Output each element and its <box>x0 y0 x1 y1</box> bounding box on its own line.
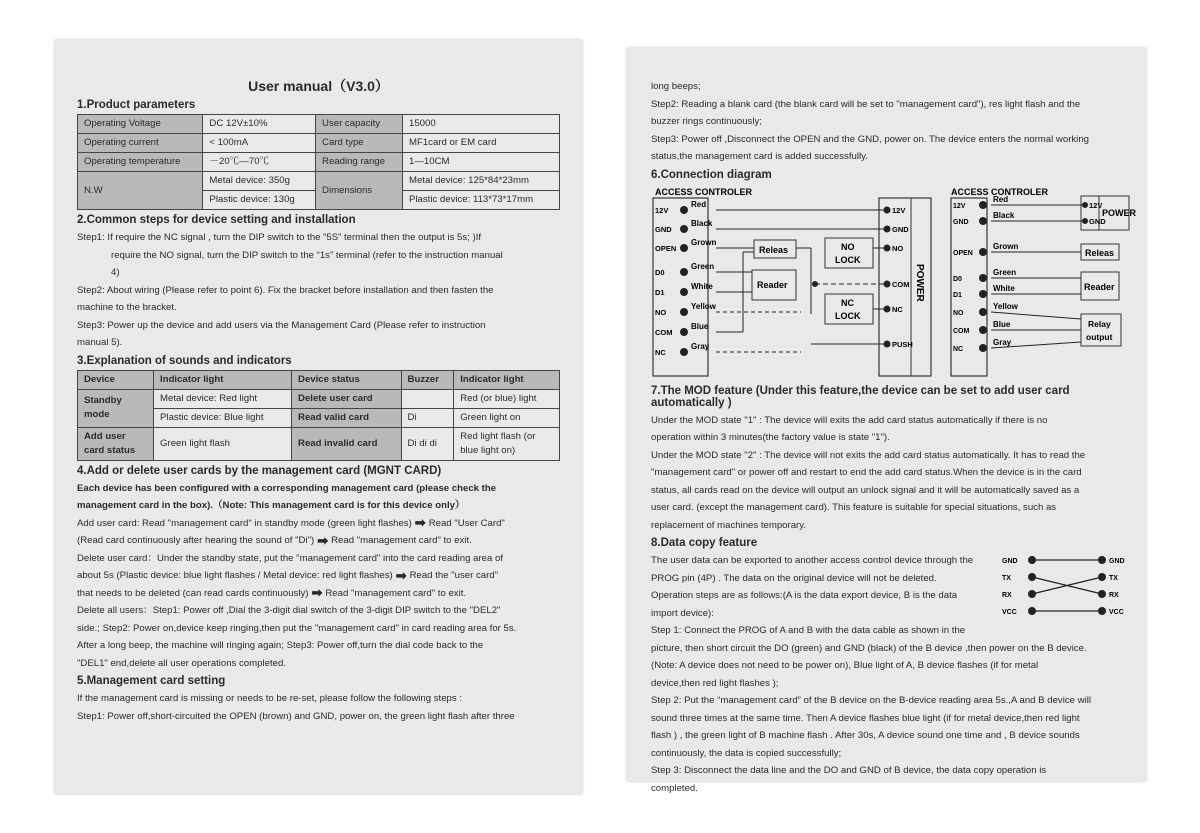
terminal-label: COM <box>655 327 673 337</box>
table-cell: Red (or blue) light <box>454 389 560 408</box>
paragraph-line: Delete user card：Under the standby state, put the "management card" into the card reading area of <box>77 552 503 564</box>
section-management-card-setting: 5.Management card setting <box>77 675 226 687</box>
paragraph-line: After a long beep, the machine will ringing again; Step3: Power off,turn the dial code back to the <box>77 640 484 651</box>
wire-color-label: Red <box>993 194 1009 204</box>
param-value: DC 12V±10% <box>203 115 316 134</box>
cell-line: blue light on) <box>460 444 516 456</box>
terminal-dot <box>1082 202 1088 208</box>
text-span: about 5s (Plastic device: blue light flashes / Metal device: red light flashes) <box>77 570 393 581</box>
wire-color-label: Green <box>993 267 1017 277</box>
terminal-dot <box>680 225 688 233</box>
cell-line: card status <box>84 444 136 456</box>
manual-page-left <box>55 40 582 794</box>
table-row <box>78 172 560 191</box>
paragraph-line: 4) <box>111 267 120 278</box>
nc-lock-label: NC <box>841 297 854 308</box>
power-label: POWER <box>1102 207 1137 218</box>
table-cell: Di <box>401 408 454 427</box>
terminal-label: D0 <box>655 267 665 277</box>
paragraph-line: status,the management card is added successfully. <box>651 151 868 162</box>
table-row <box>78 134 560 153</box>
wire-color-label: Blue <box>993 319 1011 329</box>
nc-lock-label: LOCK <box>835 310 861 321</box>
relay-label: Relay <box>1088 318 1111 329</box>
power-terminal-group <box>884 206 913 349</box>
paragraph-line <box>77 532 560 550</box>
terminal-label: NO <box>655 307 667 317</box>
releas-label: Releas <box>1085 247 1115 258</box>
paragraph-line: completed. <box>651 782 698 794</box>
paragraph-line: Operation steps are as follows:(A is the data export device, B is the data <box>651 590 958 601</box>
section-sounds-indicators: 3.Explanation of sounds and indicators <box>77 354 292 367</box>
wire-color-label: Red <box>691 199 707 209</box>
pin-label: VCC <box>1109 609 1124 616</box>
data-copy-diagram <box>1002 552 1132 624</box>
reader-label: Reader <box>1084 281 1115 292</box>
paragraph-line: sound three times at the same time. Then A device flashes blue light (if for metal device,then red light <box>651 712 1080 724</box>
data-cable <box>1032 560 1102 611</box>
reader-label: Reader <box>757 279 788 290</box>
paragraph-line: import device): <box>651 607 714 619</box>
terminal-dot <box>979 274 987 282</box>
wire-color-label: Green <box>691 261 715 271</box>
param-value: Plastic device: 130g <box>203 191 316 210</box>
power-terminal-label: 12V <box>892 205 906 215</box>
paragraph-line: Step 2: Put the “management card” of the B device on the B-device reading area 5s.,A and B device will <box>651 695 1091 706</box>
table-header: Device status <box>292 370 402 389</box>
section-connection-diagram: 6.Connection diagram <box>651 168 772 181</box>
wire-color-label: Blue <box>691 321 709 331</box>
terminal-dot <box>979 201 987 209</box>
wire-color-label: Yellow <box>993 301 1018 311</box>
no-lock-label: LOCK <box>835 254 861 265</box>
paragraph-line: If the management card is missing or needs to be re-set, please follow the following steps : <box>77 693 463 704</box>
paragraph-line <box>77 585 560 603</box>
table-row <box>78 389 560 408</box>
param-value: Metal device: 125*84*23mm <box>402 172 559 191</box>
wire-color-label: Black <box>993 210 1015 220</box>
param-label: User capacity <box>316 115 403 134</box>
section-mod-feature: 7.The MOD feature (Under this feature,the device can be set to add user card automatically ) <box>651 384 1070 409</box>
text-span: Read "management card" to exit. <box>331 535 472 546</box>
power-terminal-label: 12V <box>1089 200 1103 210</box>
paragraph-line: side.; Step2: Power on,device keep ringing,then put the "management card" in card reading area for 5s. <box>77 622 517 634</box>
paragraph-line: management card in the box).（Note: This management card is for this device only） <box>77 500 465 511</box>
paragraph-line: Step3: Power off ,Disconnect the OPEN and the GND, power on. The device enters the normal working <box>651 133 1089 145</box>
power-terminal-label: COM <box>892 279 910 289</box>
cell-line: Standby <box>84 395 122 406</box>
paragraph-line: operation within 3 minutes(the factory value is state "1"). <box>651 432 890 443</box>
paragraph-line: manual 5). <box>77 337 123 348</box>
paragraph-line: picture, then short circuit the DO (green) and GND (black) of the B device ,then power on the B device. <box>651 642 1087 654</box>
table-cell: Read valid card <box>292 408 402 427</box>
text-span: Read the "user card" <box>409 570 499 581</box>
paragraph-line: status, all cards read on the device will output an unlock signal and it will be automatically saved as a <box>651 484 1080 496</box>
param-label: Operating Voltage <box>78 115 203 134</box>
paragraph-line: replacement of machines temporary. <box>651 519 806 531</box>
terminal-dot <box>979 326 987 334</box>
terminal-label: D1 <box>953 291 962 299</box>
table-cell <box>454 427 560 460</box>
param-value: 1—10CM <box>402 153 559 172</box>
terminal-group <box>953 195 1019 353</box>
terminal-dot <box>680 288 688 296</box>
wiring <box>716 210 885 352</box>
connection-diagram <box>651 184 1137 382</box>
table-cell: Green light on <box>454 408 560 427</box>
paragraph-line: Step1: Power off,short-circuited the OPEN (brown) and GND, power on, the green light flash after three <box>77 710 515 722</box>
table-cell: Delete user card <box>292 389 402 408</box>
table-cell: Di di di <box>401 427 454 460</box>
paragraph-line: Each device has been configured with a corresponding management card (please check the <box>77 482 497 494</box>
terminal-label: OPEN <box>953 249 973 257</box>
paragraph-line: (Note: A device does not need to be power on), Blue light of A, B device flashes (if for metal <box>651 660 1039 671</box>
manual-title: User manual（V3.0） <box>248 78 389 94</box>
text-span: Add user card: Read "management card" in standby mode (green light flashes) <box>77 517 412 529</box>
paragraph-line: Under the MOD state "2" : The device will not exits the add card status automatically. It has to read the <box>651 449 1086 461</box>
table-header: Device <box>78 370 154 389</box>
terminal-label: D0 <box>953 275 962 283</box>
arrow-right-icon: ➡ <box>395 567 407 583</box>
param-value: Plastic device: 113*73*17mm <box>402 191 559 210</box>
param-value: MF1card or EM card <box>402 134 559 153</box>
wire-color-label: Grown <box>691 237 717 247</box>
param-value: －20℃—70℃ <box>203 153 316 172</box>
terminal-dot <box>1082 218 1088 224</box>
pin-label: GND <box>1002 558 1018 565</box>
paragraph-line: "management card" or power off and restart to end the add card status.When the device is in the card <box>651 467 1082 478</box>
power-terminal-label: GND <box>1089 216 1106 226</box>
terminal-label: GND <box>655 224 672 234</box>
terminal-dot <box>680 348 688 356</box>
table-cell: Green light flash <box>154 427 292 460</box>
terminal-label: 12V <box>655 205 669 215</box>
param-value: Metal device: 350g <box>203 172 316 191</box>
no-lock-label: NO <box>841 241 855 252</box>
text-span: Read "management card" to exit. <box>325 587 467 599</box>
paragraph-line: Step3: Power up the device and add users via the Management Card (Please refer to instruction <box>77 319 486 331</box>
pin-label: TX <box>1109 575 1118 582</box>
wire-color-label: Yellow <box>691 301 716 311</box>
param-value: 15000 <box>402 115 559 134</box>
param-label: Operating temperature <box>78 153 203 172</box>
product-parameters-table <box>77 114 560 210</box>
terminal-dot <box>979 308 987 316</box>
param-label: Card type <box>316 134 403 153</box>
wire-color-label: White <box>993 283 1015 293</box>
terminal-dot <box>680 268 688 276</box>
terminal-dot <box>884 280 891 287</box>
table-header: Indicator light <box>454 370 560 389</box>
power-terminal-label: NO <box>892 243 904 253</box>
paragraph-line: Step2: About wiring (Please refer to point 6). Fix the bracket before installation and then fasten the <box>77 284 494 296</box>
param-label: Operating current <box>78 134 203 153</box>
table-cell: Metal device: Red light <box>154 389 292 408</box>
arrow-right-icon: ➡ <box>317 532 329 548</box>
table-row <box>78 153 560 172</box>
sounds-indicators-table <box>77 370 560 461</box>
paragraph-line: require the NO signal, turn the DIP switch to the “1s” terminal (refer to the instruction manual <box>111 249 503 261</box>
paragraph-line: long beeps; <box>651 81 701 92</box>
pin-label: RX <box>1109 592 1119 599</box>
table-row <box>78 370 560 389</box>
param-value: < 100mA <box>203 134 316 153</box>
table-cell <box>401 389 454 408</box>
table-row <box>78 427 560 460</box>
paragraph-line: Step 3: Disconnect the data line and the DO and GND of B device, the data copy operation is <box>651 765 1047 776</box>
paragraph-line: machine to the bracket. <box>77 302 177 313</box>
power-terminal-label: PUSH <box>892 339 913 349</box>
terminal-label: NC <box>655 347 666 357</box>
paragraph-line: continuously, the data is copied successfully; <box>651 747 842 759</box>
terminal-dot <box>680 328 688 336</box>
table-cell: Read invalid card <box>292 427 402 460</box>
pin-label: GND <box>1109 558 1125 565</box>
table-cell <box>78 427 154 460</box>
pin-label: RX <box>1002 592 1012 599</box>
manual-page-right <box>627 48 1146 794</box>
terminal-dot <box>680 308 688 316</box>
wire-color-label: Gray <box>993 337 1012 347</box>
cell-line: Add user <box>84 430 126 442</box>
table-cell <box>78 389 154 427</box>
arrow-right-icon: ➡ <box>311 585 323 601</box>
pin-label: TX <box>1002 575 1011 582</box>
wire-color-label: White <box>691 281 713 291</box>
section-data-copy: 8.Data copy feature <box>651 537 758 549</box>
terminal-dot <box>680 244 688 252</box>
wire-color-label: Gray <box>691 341 710 351</box>
terminal-label: COM <box>953 327 970 335</box>
releas-label: Releas <box>759 244 789 255</box>
section-product-parameters: 1.Product parameters <box>77 99 196 111</box>
cell-line: mode <box>84 409 110 420</box>
wire-color-label: Black <box>691 218 713 228</box>
terminal-label: 12V <box>953 202 966 210</box>
terminal-dot <box>979 248 987 256</box>
paragraph-line: device,then red light flashes ); <box>651 677 779 689</box>
power-label: POWER <box>914 263 925 302</box>
paragraph-line: Step1: If require the NC signal , turn the DIP switch to the “5S” terminal then the output is 5s; )If <box>77 232 482 243</box>
paragraph-line: Delete all users：Step1: Power off ,Dial the 3-digit dial switch of the 3-digit DIP switch to the "DEL2" <box>77 605 501 616</box>
param-label: Dimensions <box>316 172 403 210</box>
wire-color-label: Grown <box>993 241 1019 251</box>
power-terminal-label: GND <box>892 224 909 234</box>
power-terminal-label: NC <box>892 304 903 314</box>
paragraph-line <box>77 567 560 585</box>
param-label: Reading range <box>316 153 403 172</box>
terminal-dot <box>680 206 688 214</box>
paragraph-line: PROG pin (4P) . The data on the original device will not be deleted. <box>651 572 937 584</box>
table-header: Buzzer <box>401 370 454 389</box>
paragraph-line <box>77 515 560 533</box>
terminal-dot <box>979 217 987 225</box>
terminal-dot <box>979 344 987 352</box>
paragraph-line: Step 1: Connect the PROG of A and B with the data cable as shown in the <box>651 625 966 636</box>
paragraph-line: Step2: Reading a blank card (the blank card will be set to "management card"), res light flash and the <box>651 98 1081 110</box>
terminal-label: OPEN <box>655 243 677 253</box>
access-controller-label: ACCESS CONTROLER <box>951 186 1049 197</box>
paragraph-line: buzzer rings continuously; <box>651 116 762 127</box>
access-controller-label: ACCESS CONTROLER <box>655 186 753 197</box>
param-label: N.W <box>78 172 203 210</box>
arrow-right-icon: ➡ <box>414 515 426 531</box>
section-common-steps: 2.Common steps for device setting and installation <box>77 214 356 226</box>
text-span: (Read card continuously after hearing the sound of "Di") <box>77 535 315 546</box>
terminal-dot <box>979 290 987 298</box>
terminal-label: NC <box>953 345 964 353</box>
terminal-label: D1 <box>655 287 665 297</box>
paragraph-line: "DEL1" end,delete all user operations completed. <box>77 657 286 669</box>
pin-label: VCC <box>1002 609 1017 616</box>
table-cell: Plastic device: Blue light <box>154 408 292 427</box>
cell-line: Red light flash (or <box>460 430 536 442</box>
text-span: that needs to be deleted (can read cards continuously) <box>77 587 309 599</box>
paragraph-line: Under the MOD state "1" : The device will exits the add card status automatically if there is no <box>651 414 1048 426</box>
section-add-delete-cards: 4.Add or delete user cards by the management card (MGNT CARD) <box>77 464 442 477</box>
paragraph-line: flash ) , the green light of B machine flash . After 30s, A device sound one time and , B device sounds <box>651 730 1080 741</box>
text-span: Read "User Card" <box>428 517 505 529</box>
paragraph-line: user card. (except the management card). This feature is suitable for special situations, such as <box>651 502 1057 513</box>
relay-label: output <box>1086 331 1113 342</box>
table-row <box>78 115 560 134</box>
paragraph-line: The user data can be exported to another access control device through the <box>651 555 974 566</box>
table-header: Indicator light <box>154 370 292 389</box>
terminal-label: GND <box>953 218 969 226</box>
terminal-label: NO <box>953 309 964 317</box>
